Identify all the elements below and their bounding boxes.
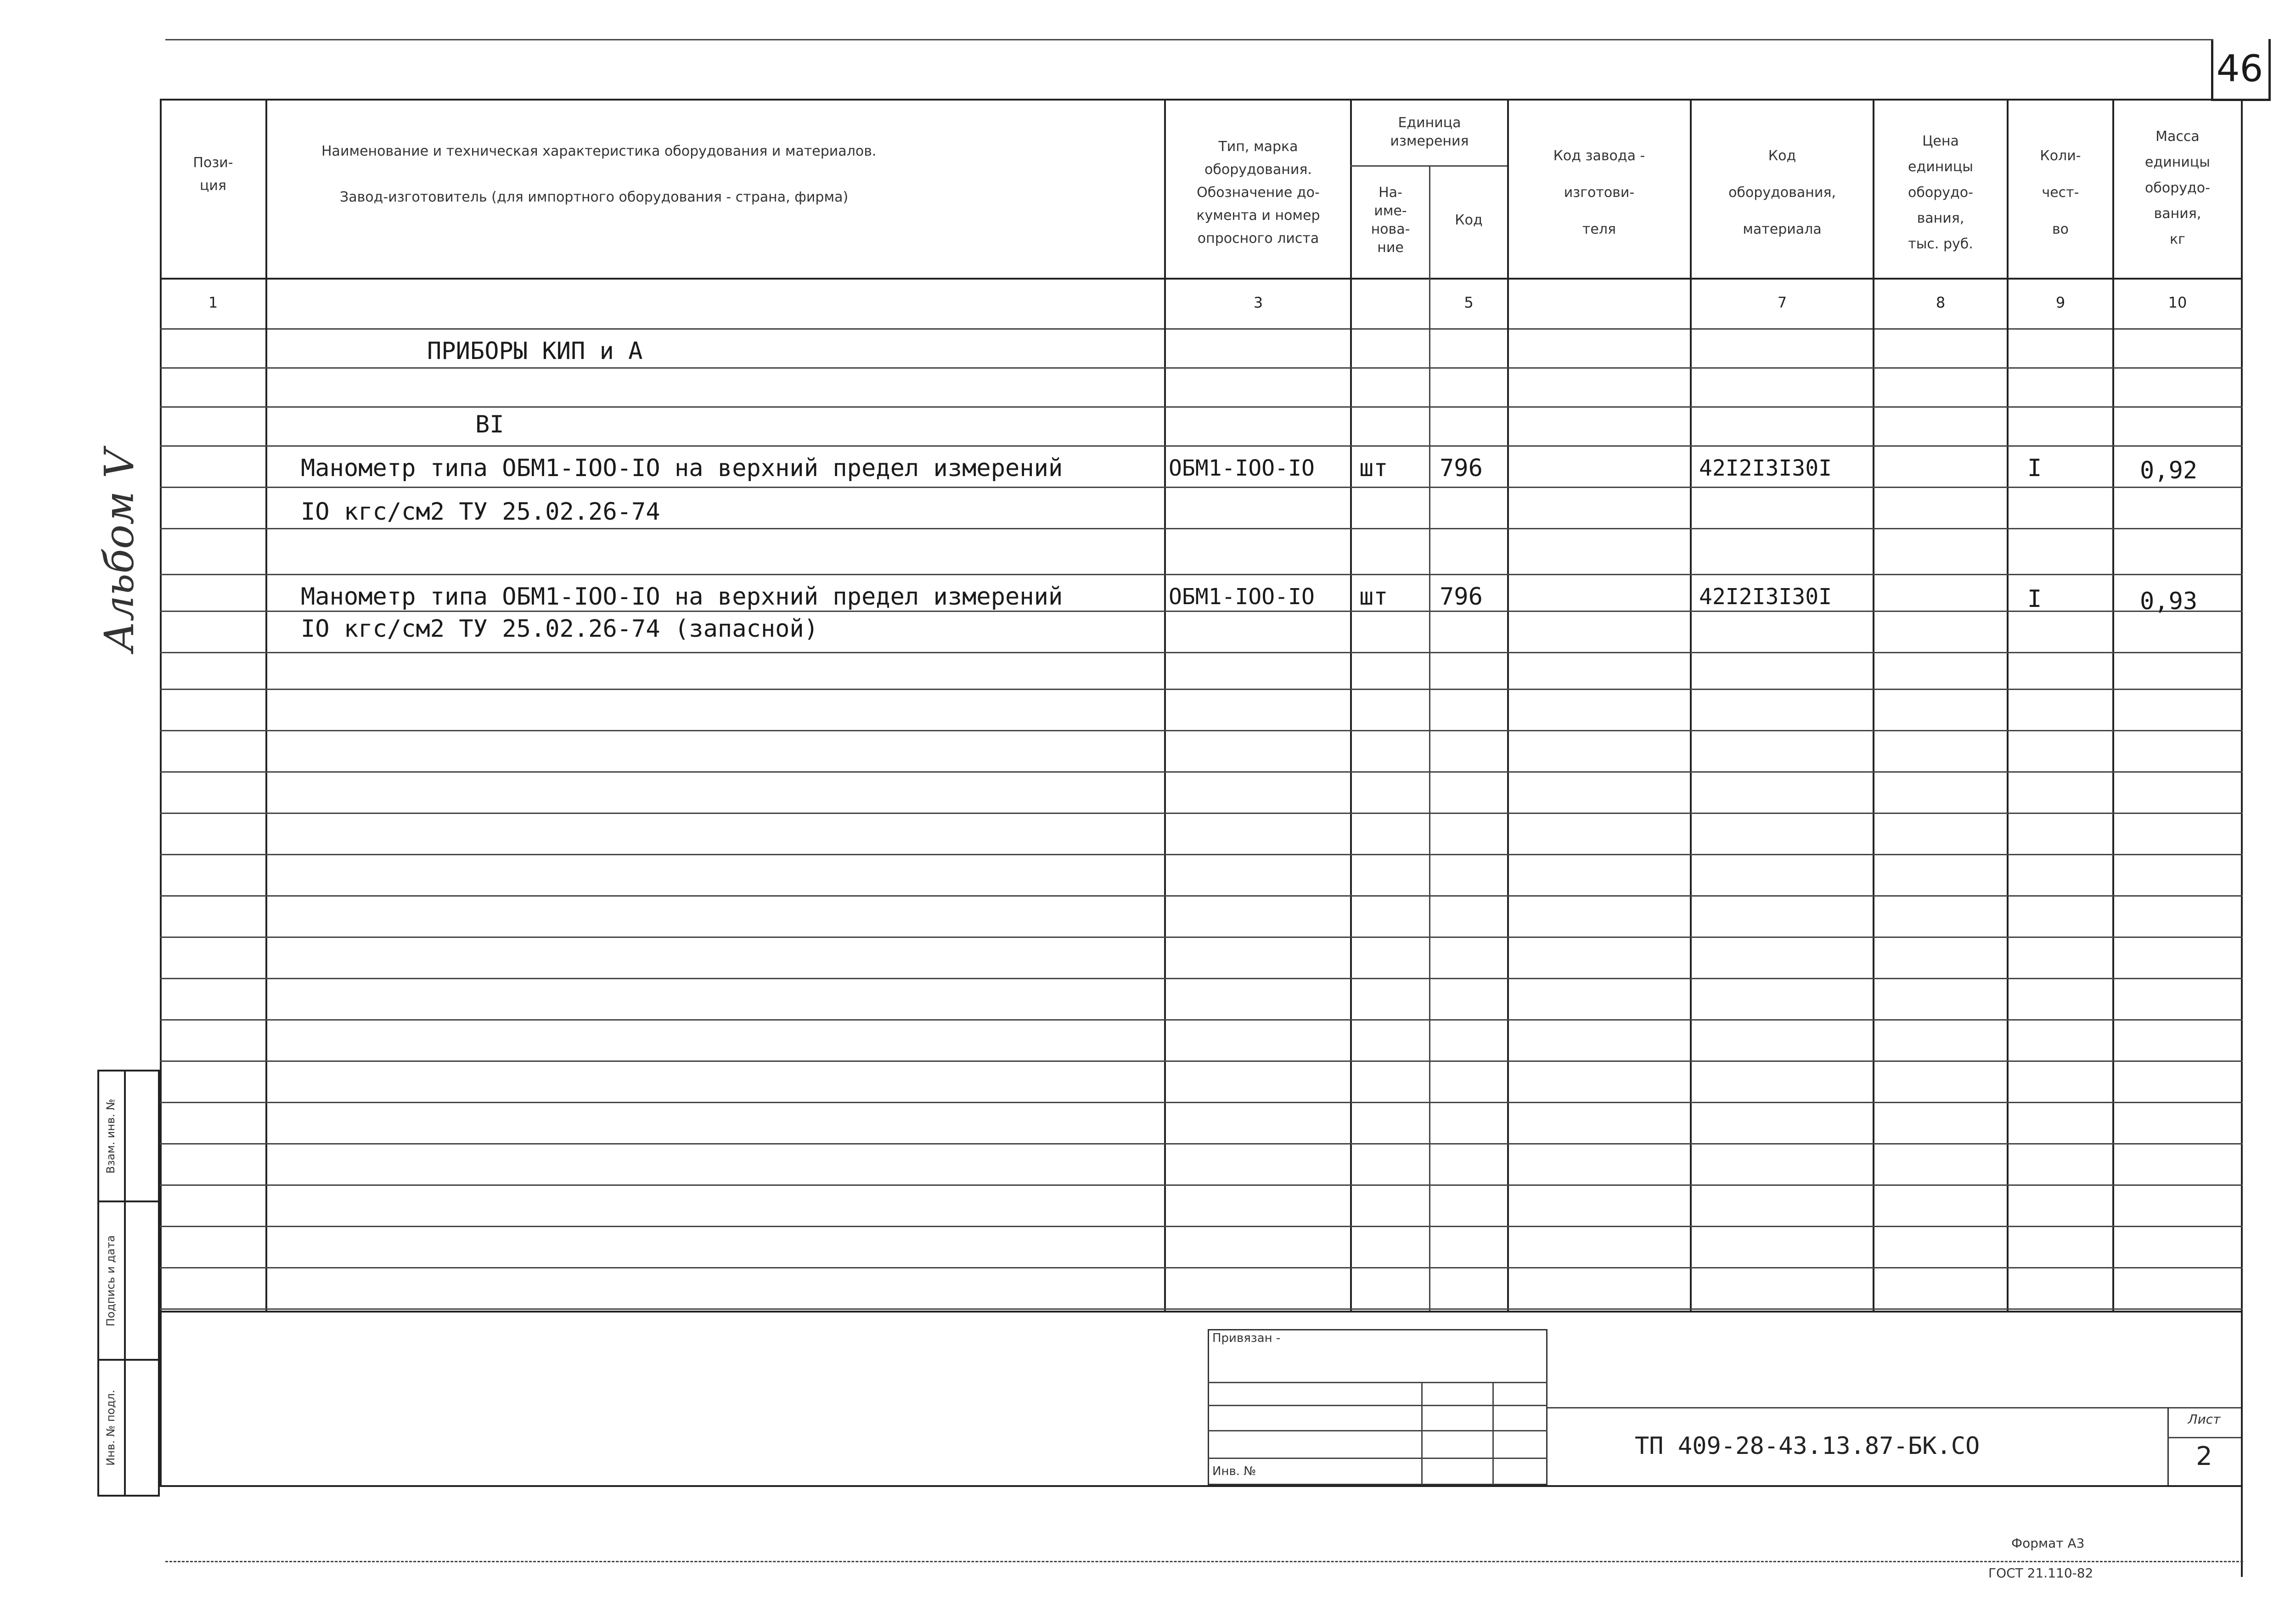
colnum-5: 5 [1464,294,1474,311]
side-stamp-row [97,1200,160,1202]
side-stamp-divider [124,1070,126,1497]
col2-header-line1: Наименование и техническая характеристика оборудования и материалов. [321,143,877,159]
bound-stamp-line [1208,1405,1548,1406]
row2-qty: I [2027,585,2042,613]
col-divider [1873,99,1874,1311]
row1-equip-code: 42I2I3I30I [1699,455,1832,481]
row1-spec: IО кгс/см2 ТУ 25.02.26-74 [301,498,660,526]
row-separator [160,1226,2243,1227]
col2-header-line2: Завод-изготовитель (для импортного оборудования - страна, фирма) [340,189,849,205]
sheet-box-line [2167,1437,2241,1438]
row-separator [160,1184,2243,1186]
frame-right [2241,99,2243,1577]
units-header: Единица измерения [1390,114,1469,149]
row1-type: ОБМ1-IОО-IО [1169,455,1315,481]
row-separator [160,1019,2243,1021]
bound-stamp-vline [1421,1382,1423,1485]
title-block-top [160,1311,2243,1313]
row-separator [160,367,2243,369]
row-separator [160,1267,2243,1268]
col-divider [1507,99,1509,1311]
row1-name: Манометр типа ОБМ1-IОО-IО на верхний предел измерений [301,454,1063,482]
format-label: Формат А3 [2011,1536,2085,1551]
row2-equip-code: 42I2I3I30I [1699,584,1832,610]
col10-header: Масса единицы оборудо- вания, кг [2145,129,2210,247]
units-divider [1350,165,1507,167]
row-separator [160,1060,2243,1062]
row1-mass: 0,92 [2140,457,2198,484]
gost-label: ГОСТ 21.110-82 [1988,1565,2093,1581]
row-separator [160,406,2243,408]
row2-unit-code: 796 [1440,583,1483,611]
header-bottom [160,278,2243,280]
row2-mass: 0,93 [2140,588,2198,615]
colnum-8: 8 [1936,294,1946,311]
numbers-bottom [160,328,2243,330]
col-divider [1429,165,1430,1311]
col3-header: Тип, марка оборудования. Обозначение до- кумента и номер опросного листа [1196,139,1320,247]
row-separator [160,730,2243,731]
row-separator [160,771,2243,773]
bound-stamp-line [1208,1458,1548,1459]
page-number: 46 [2216,47,2263,90]
col-divider [2007,99,2009,1311]
row-separator [160,1308,2243,1310]
row-separator [160,1143,2243,1144]
section-title: ПРИБОРЫ КИП и А [427,337,643,365]
col5-header: Код [1455,212,1483,228]
colnum-3: 3 [1253,294,1263,311]
bound-stamp-line [1208,1430,1548,1431]
col6-header: Код завода - изготови- теля [1553,148,1645,237]
row-separator [160,652,2243,653]
side-inv: Инв. № подл. [104,1390,117,1466]
inv-no-label: Инв. № [1212,1464,1256,1478]
row-separator [160,574,2243,575]
doc-code: ТП 409-28-43.13.87-БК.СО [1635,1432,1980,1460]
colnum-1: 1 [208,294,218,311]
top-rule [165,39,2213,40]
row1-unit: шт [1359,454,1388,482]
side-replace-inv: Взам. инв. № [104,1099,117,1174]
frame-top [160,99,2243,101]
frame-bottom [160,1485,2243,1487]
row-separator [160,689,2243,690]
col-divider [1350,99,1352,1311]
row2-spec: IО кгс/см2 ТУ 25.02.26-74 (запасной) [301,615,819,643]
col-divider [1690,99,1692,1311]
colnum-9: 9 [2055,294,2065,311]
row2-type: ОБМ1-IОО-IО [1169,584,1315,610]
album-note: Альбом V [96,449,143,652]
col1-header: Пози- ция [193,155,233,194]
side-sign-date: Подпись и дата [104,1235,117,1327]
side-stamp-row [97,1359,160,1361]
col4-header: На- име- нова- ние [1371,185,1410,256]
doc-code-line [1548,1407,2241,1408]
col-divider [2112,99,2114,1311]
row2-unit: шт [1359,583,1388,611]
bound-stamp-vline [1492,1382,1494,1485]
row1-unit-code: 796 [1440,454,1483,482]
colnum-10: 10 [2168,294,2187,311]
row1-qty: I [2027,454,2042,482]
row-separator [160,895,2243,897]
row-separator [160,937,2243,938]
row2-name: Манометр типа ОБМ1-IОО-IО на верхний предел измерений [301,583,1063,611]
bound-stamp-line [1208,1382,1548,1383]
col-divider [265,99,267,1311]
col9-header: Коли- чест- во [2040,148,2081,237]
col-divider [1164,99,1166,1311]
row-separator [160,445,2243,447]
sheet-label: Лист [2188,1412,2221,1427]
colnum-7: 7 [1777,294,1787,311]
row-separator [160,1102,2243,1103]
sheet-number: 2 [2196,1442,2212,1471]
row-separator [160,813,2243,814]
row-separator [160,528,2243,529]
col7-header: Код оборудования, материала [1728,148,1836,237]
bound-label: Привязан - [1212,1331,1281,1345]
row-separator [160,487,2243,488]
bound-stamp [1208,1329,1548,1485]
subsection-title: ВI [475,411,504,438]
row-separator [160,611,2243,612]
row-separator [160,854,2243,855]
col8-header: Цена единицы оборудо- вания, тыс. руб. [1908,133,1973,252]
bottom-rule [165,1561,2243,1562]
row-separator [160,978,2243,979]
